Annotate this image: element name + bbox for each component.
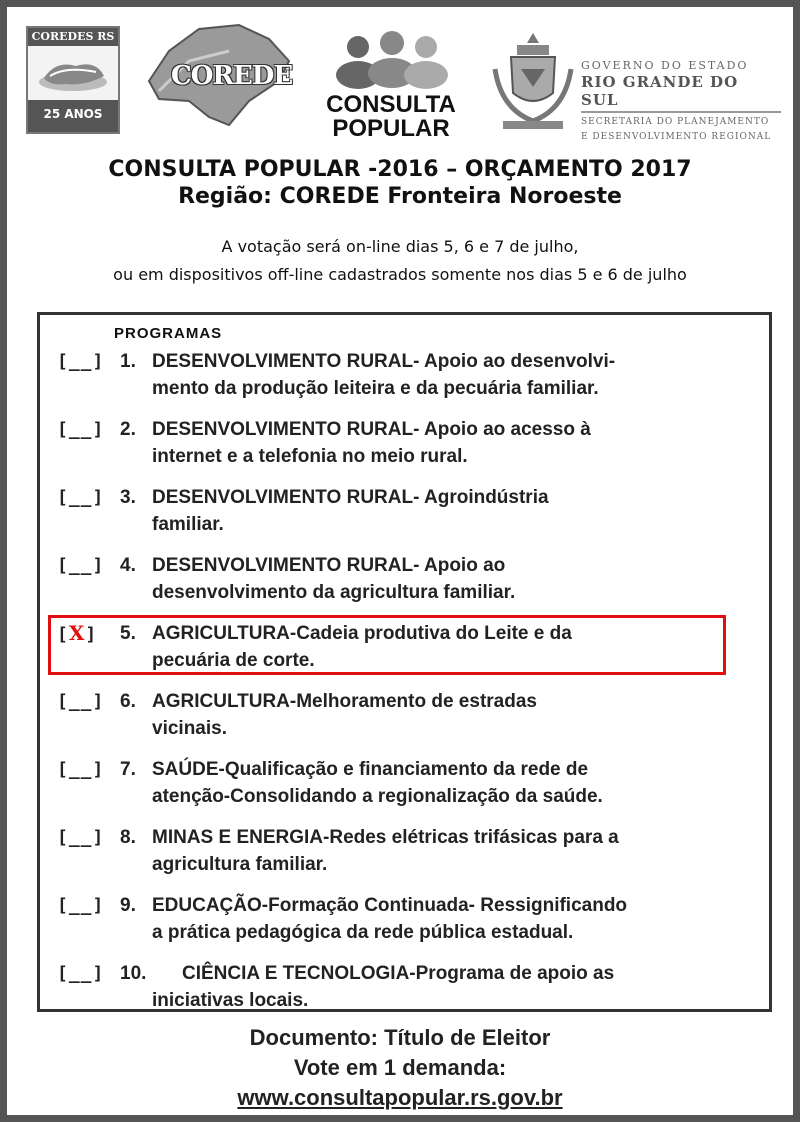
checkbox[interactable]: [__] xyxy=(57,419,105,440)
item-text xyxy=(152,552,762,606)
item-number: 2. xyxy=(120,419,136,440)
item-number: 8. xyxy=(120,827,136,848)
gov-line-1: GOVERNO DO ESTADO xyxy=(581,59,749,72)
item-text xyxy=(152,892,762,946)
item-number: 7. xyxy=(120,759,136,780)
item-number: 6. xyxy=(120,691,136,712)
ballot-item-1[interactable] xyxy=(50,345,762,405)
ballot-item-7[interactable] xyxy=(50,753,762,813)
item-text-line-1: DESENVOLVIMENTO RURAL- Apoio ao desenvolvi- xyxy=(152,351,616,372)
checkbox-checked[interactable] xyxy=(57,620,101,648)
people-icon xyxy=(306,29,476,89)
gov-line-2: RIO GRANDE DO SUL xyxy=(581,73,781,113)
item-text xyxy=(152,688,762,742)
item-text-line-2: atenção-Consolidando a regionalização da saúde. xyxy=(152,786,603,807)
government-logo xyxy=(581,59,781,143)
item-number: 10. xyxy=(120,963,147,984)
ballot-item-5[interactable] xyxy=(50,617,762,677)
item-text xyxy=(152,824,762,878)
checkbox[interactable]: [__] xyxy=(57,487,105,508)
item-text xyxy=(152,484,762,538)
item-text-line-2: familiar. xyxy=(152,514,224,535)
item-number: 1. xyxy=(120,351,136,372)
corede-logo xyxy=(129,21,299,131)
ballot-item-10[interactable] xyxy=(50,957,762,1017)
item-text xyxy=(152,960,762,1014)
item-text xyxy=(152,348,762,402)
item-text xyxy=(152,416,762,470)
item-text-line-1: EDUCAÇÃO-Formação Continuada- Ressignificando xyxy=(152,895,628,916)
checkbox[interactable]: [__] xyxy=(57,555,105,576)
checkbox[interactable]: [__] xyxy=(57,691,105,712)
item-text-line-2: iniciativas locais. xyxy=(152,990,309,1011)
state-coat-of-arms-icon xyxy=(491,29,575,133)
checkbox-open-bracket: [ xyxy=(57,624,69,645)
map-icon xyxy=(36,56,110,96)
coredes-logo-title: COREDES RS xyxy=(28,28,118,46)
ballot-item-8[interactable] xyxy=(50,821,762,881)
document-requirement: Documento: Título de Eleitor xyxy=(249,1025,551,1050)
item-text-line-2: agricultura familiar. xyxy=(152,854,328,875)
item-text-line-1: DESENVOLVIMENTO RURAL- Apoio ao acesso à xyxy=(152,419,591,440)
item-text-line-1: AGRICULTURA-Melhoramento de estradas xyxy=(152,691,537,712)
coredes-logo-years: 25 ANOS xyxy=(28,100,118,132)
ballot-item-6[interactable] xyxy=(50,685,762,745)
vote-instruction: Vote em 1 demanda: xyxy=(293,1055,507,1080)
item-text xyxy=(152,756,762,810)
voting-info-line-2: ou em dispositivos off-line cadastrados somente nos dias 5 e 6 de julho xyxy=(113,265,687,284)
item-text-line-1: CIÊNCIA E TECNOLOGIA-Programa de apoio as xyxy=(182,963,615,984)
item-text-line-2: mento da produção leiteira e da pecuária familiar. xyxy=(152,378,599,399)
checkbox[interactable]: [__] xyxy=(57,827,105,848)
x-mark-icon: X xyxy=(68,621,86,645)
ballot-item-2[interactable] xyxy=(50,413,762,473)
item-text-line-1: DESENVOLVIMENTO RURAL- Agroindústria xyxy=(152,487,549,508)
item-text-line-1: MINAS E ENERGIA-Redes elétricas trifásicas para a xyxy=(152,827,619,848)
logo-bar xyxy=(21,21,781,141)
checkbox[interactable]: [__] xyxy=(57,963,105,984)
item-text-line-2: internet e a telefonia no meio rural. xyxy=(152,446,468,467)
item-text-line-2: pecuária de corte. xyxy=(152,650,315,671)
gov-line-4: E DESENVOLVIMENTO REGIONAL xyxy=(581,132,772,142)
popular-word: POPULAR xyxy=(332,115,450,142)
corede-logo-text: COREDE xyxy=(171,61,293,91)
ballot-item-4[interactable] xyxy=(50,549,762,609)
consulta-popular-wordmark xyxy=(306,93,476,141)
page-title: CONSULTA POPULAR -2016 – ORÇAMENTO 2017 xyxy=(108,157,692,182)
item-text-line-1: SAÚDE-Qualificação e financiamento da rede de xyxy=(152,759,589,780)
voting-info-line-1: A votação será on-line dias 5, 6 e 7 de julho, xyxy=(221,237,579,256)
item-text-line-1: AGRICULTURA-Cadeia produtiva do Leite e da xyxy=(152,623,572,644)
item-text-line-1: DESENVOLVIMENTO RURAL- Apoio ao xyxy=(152,555,506,576)
item-text-line-2: a prática pedagógica da rede pública estadual. xyxy=(152,922,574,943)
item-text xyxy=(152,620,762,674)
gov-line-3: SECRETARIA DO PLANEJAMENTO xyxy=(581,117,770,127)
item-text-line-2: desenvolvimento da agricultura familiar. xyxy=(152,582,516,603)
coredes-25-anos-logo xyxy=(26,26,120,134)
item-number: 5. xyxy=(120,623,136,644)
checkbox[interactable]: [__] xyxy=(57,351,105,372)
checkbox-close-bracket: ] xyxy=(85,624,98,645)
website-link[interactable]: www.consultapopular.rs.gov.br xyxy=(237,1085,563,1110)
programs-heading: PROGRAMAS xyxy=(114,325,223,342)
ballot-item-9[interactable] xyxy=(50,889,762,949)
ballot-item-3[interactable] xyxy=(50,481,762,541)
checkbox[interactable]: [__] xyxy=(57,895,105,916)
checkbox[interactable]: [__] xyxy=(57,759,105,780)
item-text-line-2: vicinais. xyxy=(152,718,227,739)
consulta-popular-logo xyxy=(306,29,476,141)
consulta-word: CONSULTA xyxy=(326,91,456,118)
region-title: Região: COREDE Fronteira Noroeste xyxy=(178,184,622,209)
item-number: 4. xyxy=(120,555,136,576)
item-number: 9. xyxy=(120,895,136,916)
item-number: 3. xyxy=(120,487,136,508)
ballot-box xyxy=(37,312,772,1012)
